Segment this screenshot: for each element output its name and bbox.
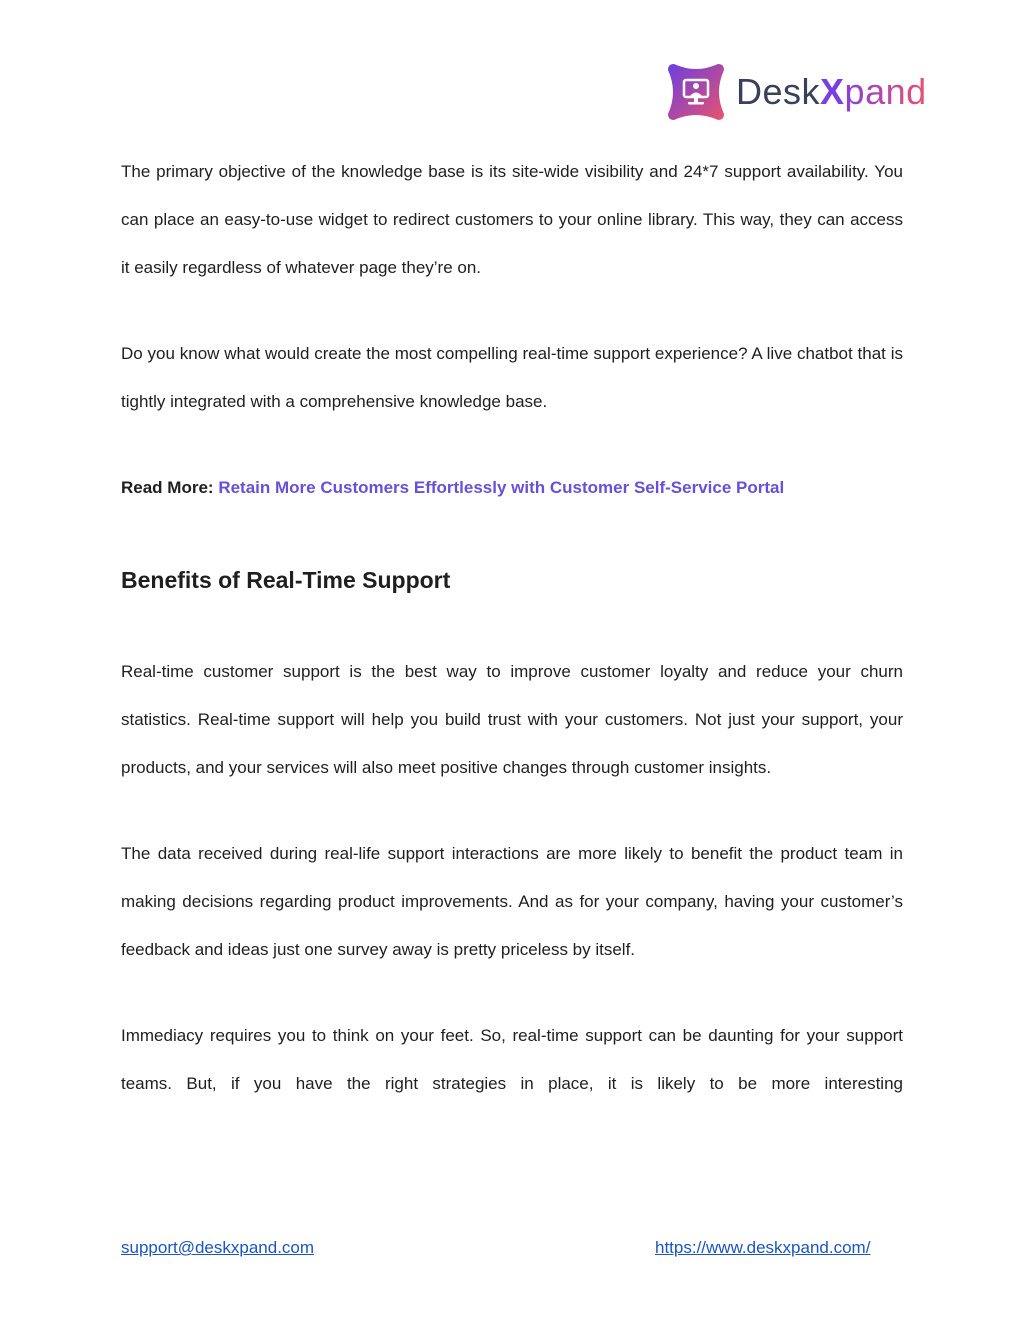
brand-name: DeskXpand — [736, 71, 927, 112]
read-more-label: Read More: — [121, 478, 214, 497]
paragraph: Real-time customer support is the best way to improve customer loyalty and reduce your churn statistics. Real-time support will help you build trust with your customers. Not just your support, your products, and your services will also meet positive changes through customer insights. — [121, 662, 903, 777]
document-body — [121, 148, 903, 1108]
read-more — [121, 464, 903, 512]
monitor-person-icon — [664, 60, 728, 124]
paragraph: Do you know what would create the most compelling real-time support experience? A live chatbot that is tightly integrated with a comprehensive knowledge base. — [121, 344, 903, 411]
read-more-link[interactable]: Retain More Customers Effortlessly with Customer Self-Service Portal — [218, 478, 785, 497]
footer-email-link[interactable]: support@deskxpand.com — [121, 1238, 315, 1257]
brand-logo — [664, 60, 927, 124]
paragraph: The primary objective of the knowledge base is its site-wide visibility and 24*7 support availability. You can place an easy-to-use widget to redirect customers to your online library. This way, they can access it easily regardless of whatever page they’re on. — [121, 162, 903, 277]
paragraph: The data received during real-life support interactions are more likely to benefit the product team in making decisions regarding product improvements. And as for your company, having your customer’s feedback and ideas just one survey away is pretty priceless by itself. — [121, 844, 903, 959]
footer-website-link[interactable]: https://www.deskxpand.com/ — [655, 1238, 871, 1257]
section-heading: Benefits of Real-Time Support — [121, 567, 451, 593]
paragraph: Immediacy requires you to think on your feet. So, real-time support can be daunting for your support teams. But, if you have the right strategies in place, it is likely to be more interesting — [121, 1026, 903, 1093]
